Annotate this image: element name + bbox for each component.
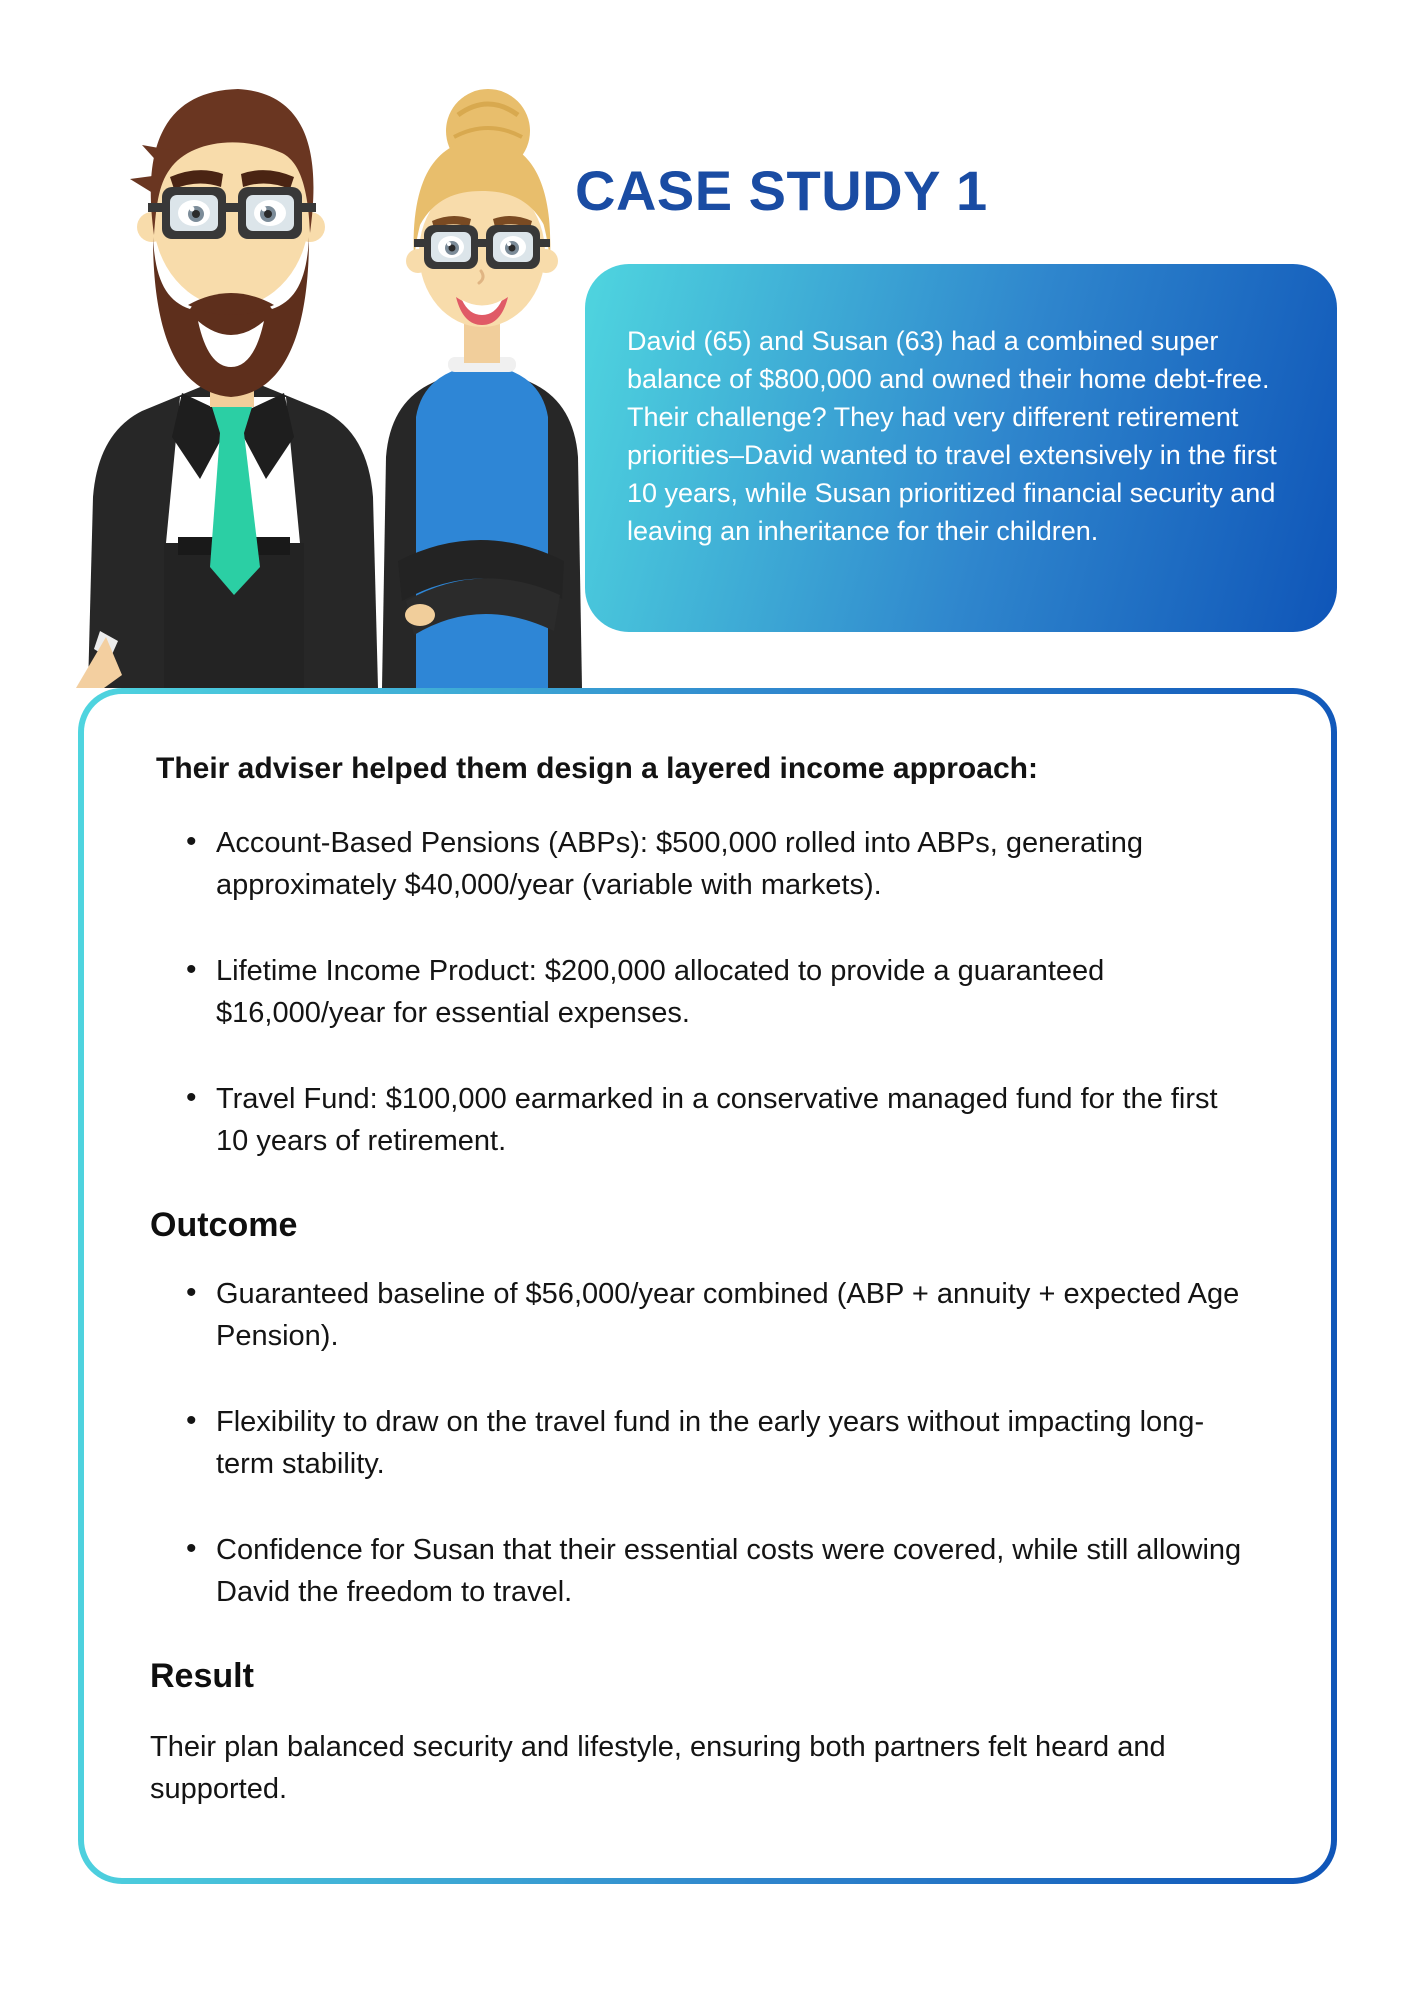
content-card [78,688,1337,1884]
list-item: • Flexibility to draw on the travel fund in the early years without impacting long-term stability. [150,1401,1245,1485]
man-figure [76,89,378,688]
outcome-list [150,1273,1275,1613]
intro-summary-card [585,264,1337,632]
approach-list [150,822,1275,1162]
woman-figure [382,89,582,688]
result-text: Their plan balanced security and lifestyle, ensuring both partners felt heard and supported. [150,1731,1166,1805]
list-item: • Travel Fund: $100,000 earmarked in a conservative managed fund for the first 10 years of retirement. [150,1078,1245,1162]
result-heading: Result [150,1657,254,1695]
outcome-heading: Outcome [150,1206,298,1244]
retired-couple-illustration [60,75,590,688]
approach-heading: Their adviser helped them design a layered income approach: [156,752,1038,785]
list-item: • Lifetime Income Product: $200,000 allocated to provide a guaranteed $16,000/year for essential expenses. [150,950,1245,1034]
intro-summary-text: David (65) and Susan (63) had a combined super balance of $800,000 and owned their home debt-free. Their challenge? They had very different retirement priorities–David wanted to travel extensively in the first 10 years, while Susan prioritized financial security and leaving an inheritance for their children. [627,326,1277,546]
content-card-inner [84,694,1331,1878]
page-title: CASE STUDY 1 [575,159,988,222]
list-item: • Account-Based Pensions (ABPs): $500,000 rolled into ABPs, generating approximately $40,000/year (variable with markets). [150,822,1245,906]
list-item: • Confidence for Susan that their essential costs were covered, while still allowing David the freedom to travel. [150,1529,1245,1613]
list-item: • Guaranteed baseline of $56,000/year combined (ABP + annuity + expected Age Pension). [150,1273,1245,1357]
